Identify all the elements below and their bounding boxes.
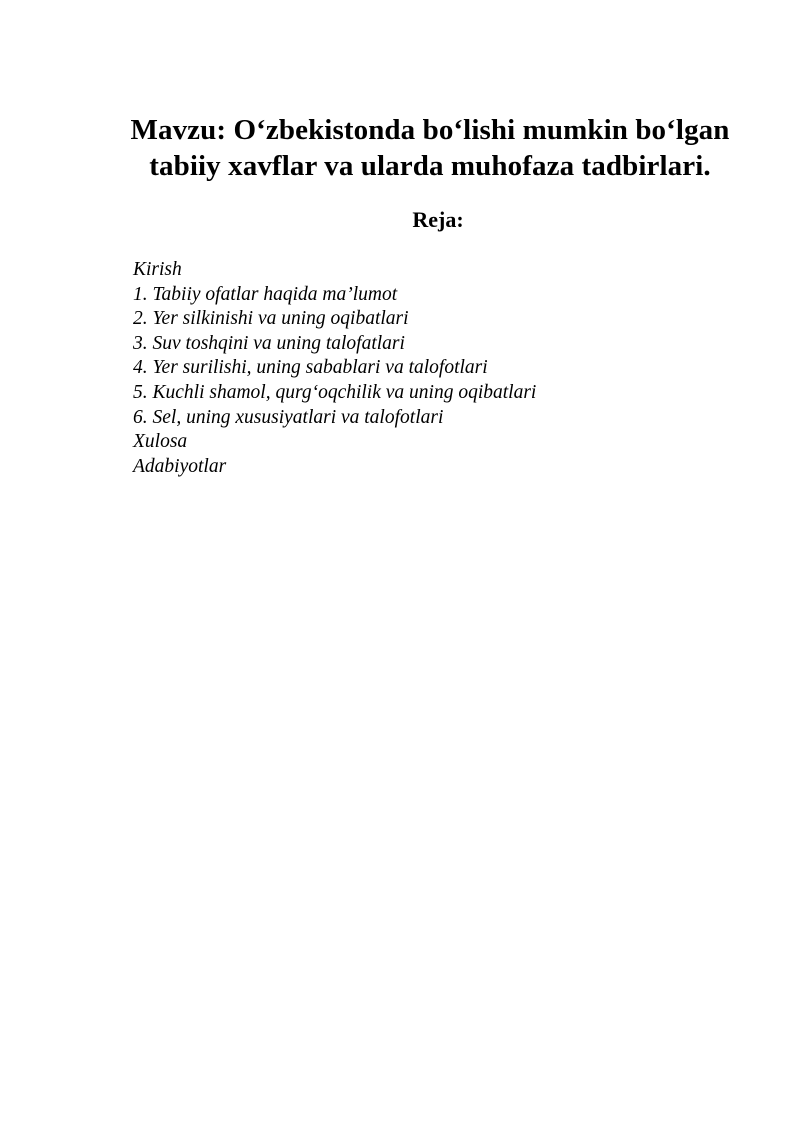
plan-item: 5. Kuchli shamol, qurg‘oqchilik va uning oqibatlari bbox=[133, 381, 537, 403]
plan-item: Adabiyotlar bbox=[133, 455, 227, 477]
title-line: tabiiy xavflar va ularda muhofaza tadbirlari. bbox=[149, 150, 711, 182]
plan-item: 1. Tabiiy ofatlar haqida ma’lumot bbox=[133, 283, 398, 305]
document-title bbox=[60, 112, 800, 184]
plan-item: 6. Sel, uning xususiyatlari va talofotlari bbox=[133, 406, 444, 428]
plan-item: Kirish bbox=[133, 259, 182, 280]
plan-heading: Reja: bbox=[412, 207, 464, 232]
plan-item: 3. Suv toshqini va uning talofatlari bbox=[133, 332, 405, 354]
plan-item: 4. Yer surilishi, uning sabablari va talofotlari bbox=[133, 357, 488, 379]
plan-item: Xulosa bbox=[133, 431, 188, 453]
plan-list bbox=[133, 258, 536, 479]
plan-item: 2. Yer silkinishi va uning oqibatlari bbox=[133, 308, 409, 330]
title-line: Mavzu: O‘zbekistonda bo‘lishi mumkin bo‘lgan bbox=[130, 114, 730, 146]
